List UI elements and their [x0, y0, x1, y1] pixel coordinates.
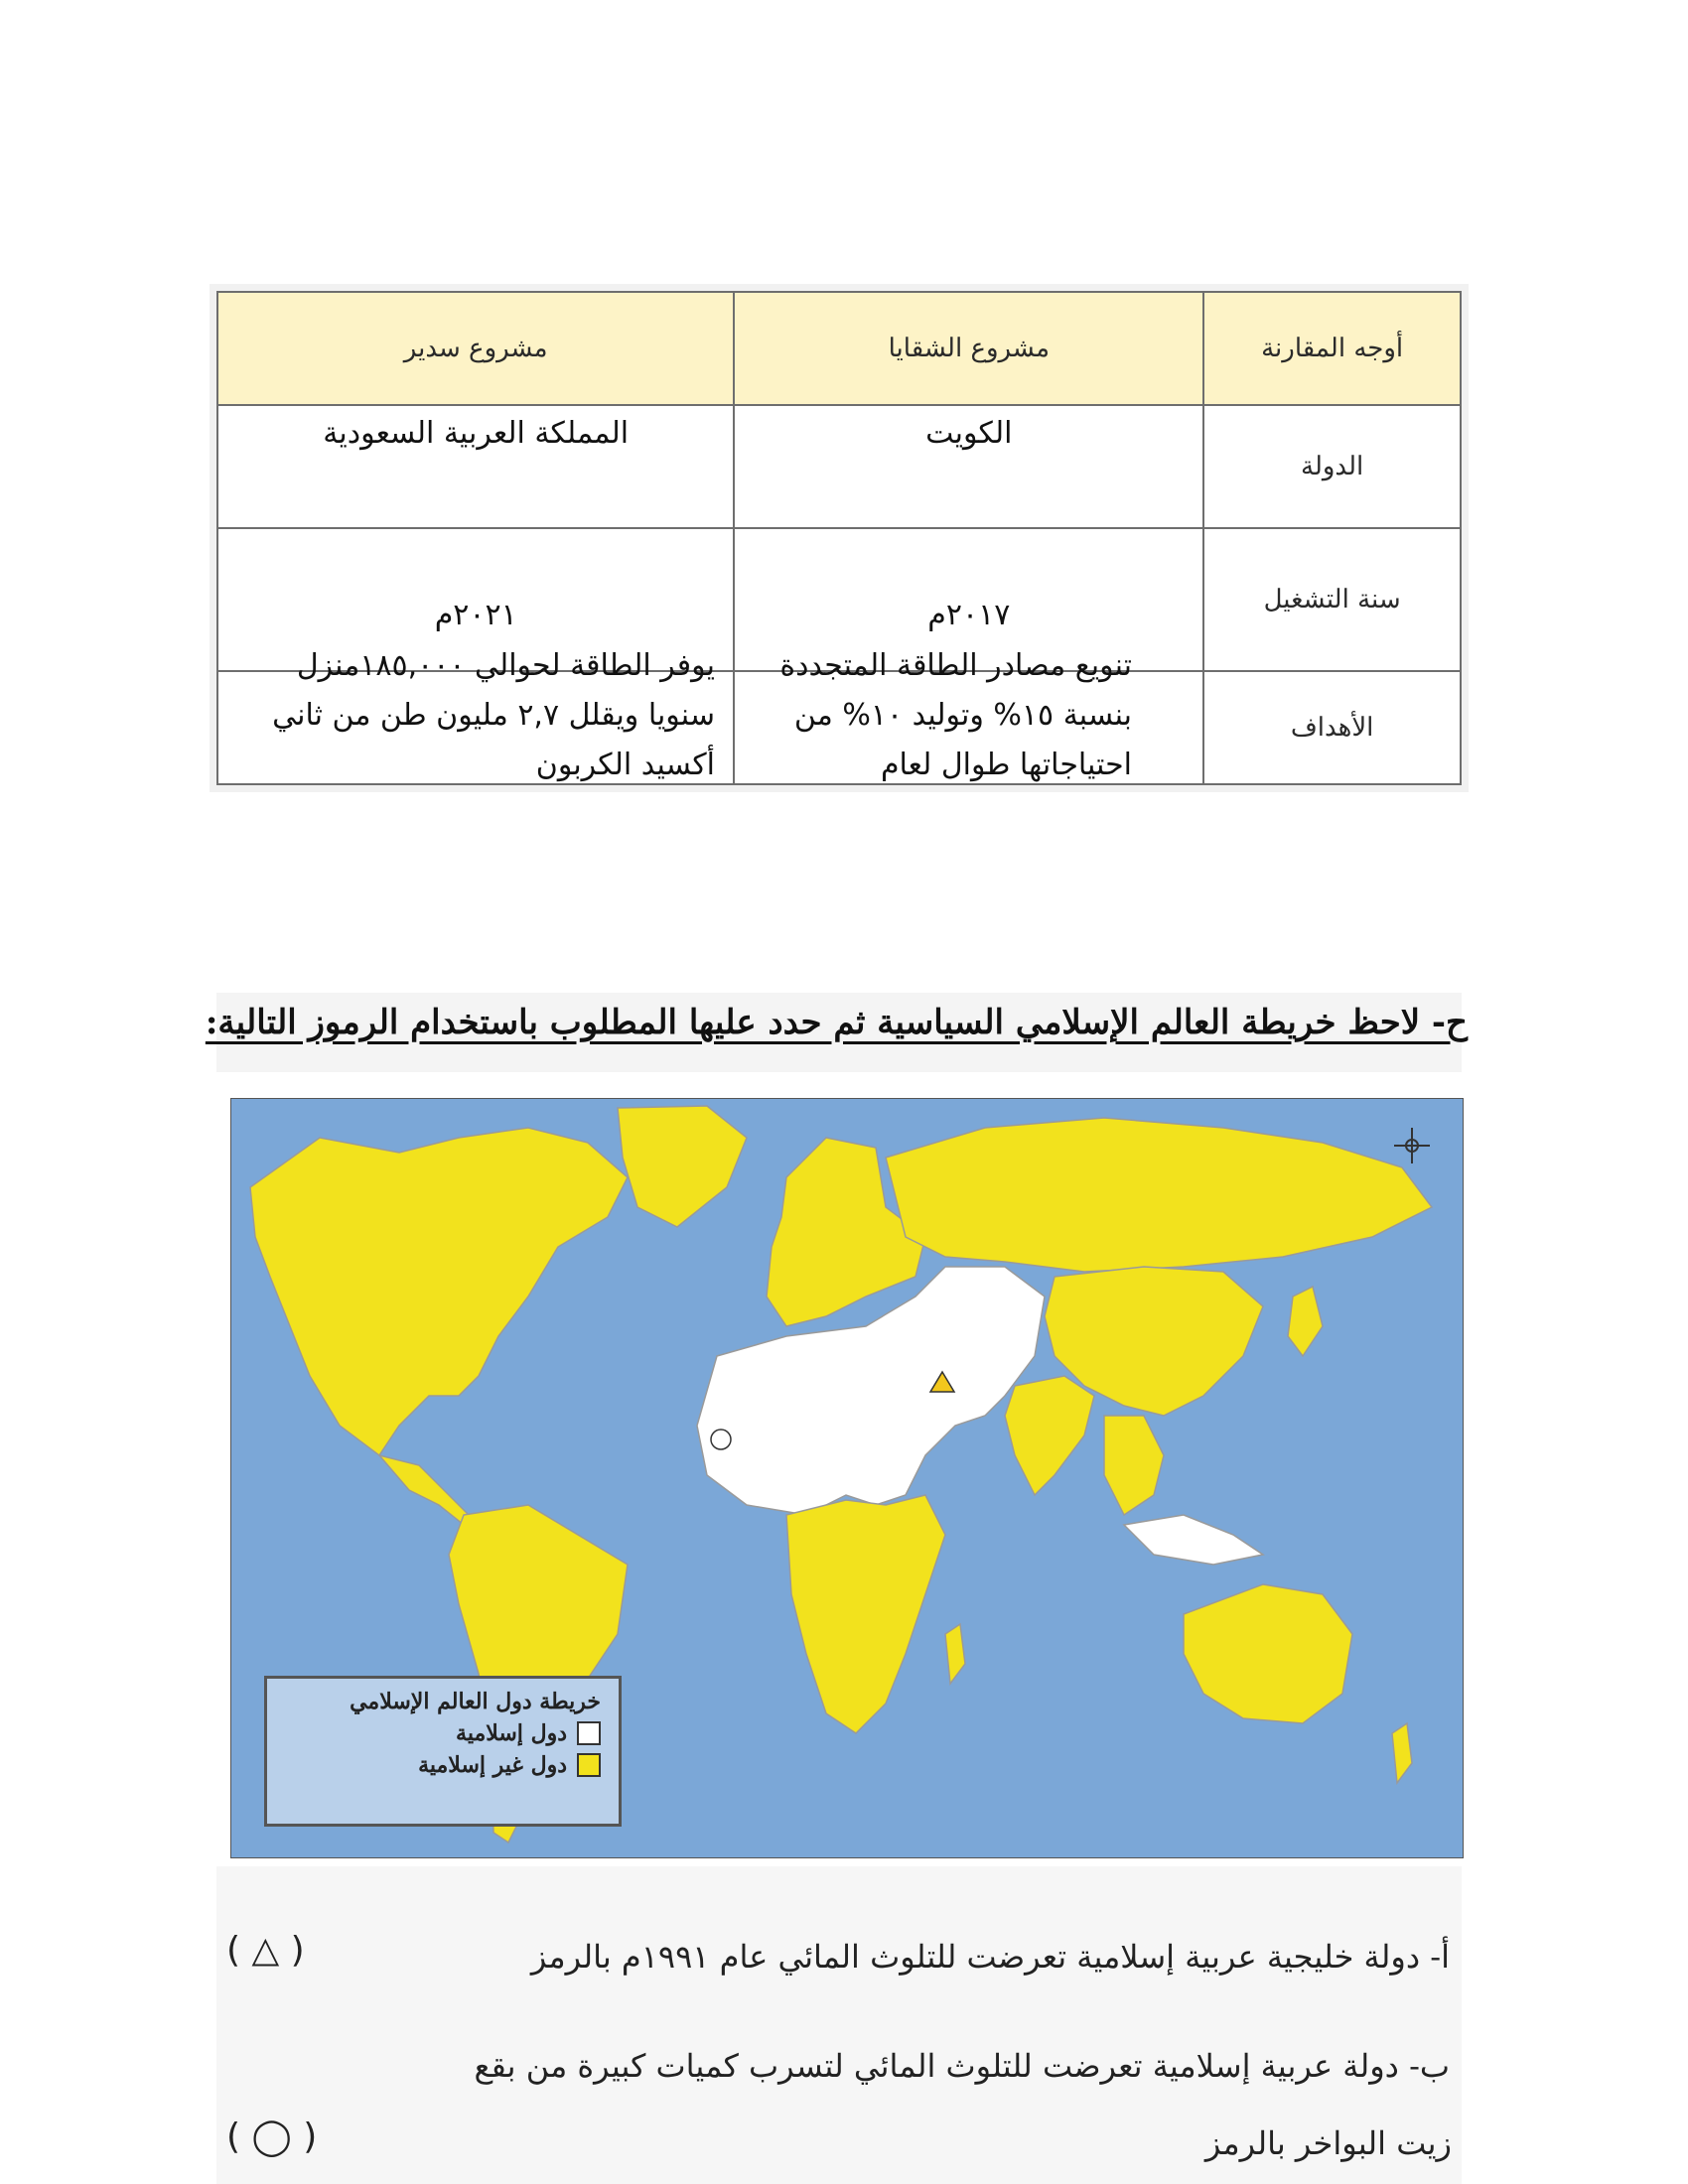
goals-shaqaya-line: تنويع مصادر الطاقة المتجددة	[779, 648, 1132, 683]
goals-shaqaya-line: بنسبة ١٥% وتوليد ١٠% من	[793, 698, 1132, 733]
legend-item-islamic	[285, 1720, 601, 1746]
cell-aspect-year: سنة التشغيل	[1203, 528, 1461, 671]
legend-label-non-islamic: دول غير إسلامية	[418, 1752, 567, 1778]
cell-aspect-country: الدولة	[1203, 405, 1461, 528]
goals-sadeer-line: يوفر الطاقة لحوالي ١٨٥,٠٠٠منزل	[296, 648, 715, 683]
world-map-frame	[230, 1098, 1464, 1858]
goals-shaqaya-text	[715, 641, 1132, 790]
answer-a: أ- دولة خليجية عربية إسلامية تعرضت للتلوث المائي عام ١٩٩١م بالرمز	[530, 1938, 1450, 1976]
legend-item-non-islamic	[285, 1752, 601, 1778]
question-heading: ح- لاحظ خريطة العالم الإسلامي السياسية ثم حدد عليها المطلوب باستخدام الرموز التالية:	[205, 1003, 1468, 1042]
legend-title: خريطة دول العالم الإسلامي	[350, 1689, 601, 1714]
map-legend	[264, 1676, 622, 1827]
goals-sadeer-line: أكسيد الكربون	[535, 748, 715, 782]
table-header-row	[217, 292, 1461, 405]
table-row-country	[217, 405, 1461, 528]
cell-shaqaya-country: الكويت	[734, 405, 1203, 528]
answer-a-symbol: ( △ )	[226, 1930, 305, 1971]
answer-b-line1: ب- دولة عربية إسلامية تعرضت للتلوث المائي لتسرب كميات كبيرة من بقع	[474, 2047, 1450, 2085]
yellow-swatch-icon	[577, 1753, 601, 1777]
goals-shaqaya-line: احتياجاتها طوال لعام	[880, 748, 1132, 782]
goals-sadeer-text	[159, 641, 715, 790]
white-swatch-icon	[577, 1721, 601, 1745]
cell-sadeer-year: ٢٠٢١م	[217, 528, 734, 671]
header-shaqaya: مشروع الشقايا	[734, 292, 1203, 405]
goals-sadeer-line: سنويا ويقلل ٢,٧ مليون طن من ثاني	[272, 698, 715, 733]
answer-b-symbol: ( ◯ )	[226, 2116, 318, 2157]
header-sadeer: مشروع سدير	[217, 292, 734, 405]
header-aspects: أوجه المقارنة	[1203, 292, 1461, 405]
circle-marker	[711, 1430, 731, 1449]
cell-sadeer-country: المملكة العربية السعودية	[217, 405, 734, 528]
cell-shaqaya-year: ٢٠١٧م	[734, 528, 1203, 671]
answer-b-line2: زيت البواخر بالرمز	[1204, 2124, 1452, 2162]
cell-aspect-goals: الأهداف	[1203, 671, 1461, 784]
legend-label-islamic: دول إسلامية	[456, 1720, 567, 1746]
